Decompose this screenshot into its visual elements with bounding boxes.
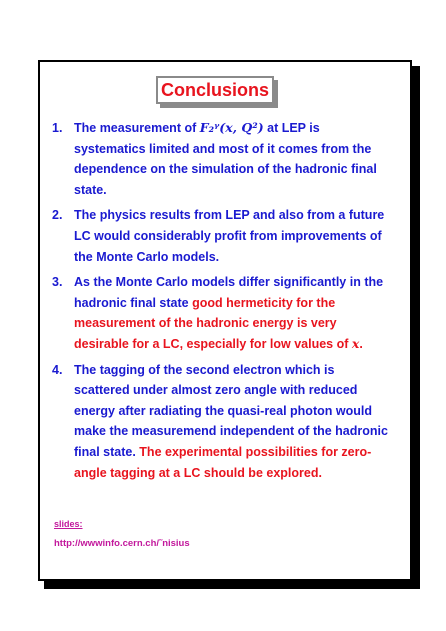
- list-item: [52, 118, 392, 200]
- item-text: The tagging of the second electron which is scattered under almost zero angle with reduced energy after radiating the quasi-real photon would make the measuremend independent of the hadronic final state.: [74, 362, 388, 459]
- title-box: [156, 76, 274, 104]
- list-item: [52, 360, 392, 484]
- item-number: 3.: [52, 275, 63, 290]
- item-number: 1.: [52, 121, 63, 135]
- item-end: .: [359, 336, 363, 351]
- slides-url-link[interactable]: http://wwwinfo.cern.ch/˜nisius: [54, 538, 190, 549]
- highlight-text: good hermeticity for the measurement of the hadronic energy is very desirable for a LC, especially for low values of: [74, 295, 352, 351]
- item-text: at LEP is systematics limited and most of it comes from the dependence on the simulation of the hadronic final state.: [74, 121, 377, 197]
- page-title: Conclusions: [156, 76, 274, 104]
- item-number: 4.: [52, 362, 63, 377]
- conclusions-list: [52, 118, 392, 488]
- variable-x: x: [351, 335, 360, 351]
- list-item: [52, 272, 392, 354]
- item-text: As the Monte Carlo models differ significantly in the hadronic final state: [74, 275, 384, 310]
- item-text: The measurement of: [74, 121, 200, 135]
- slides-label: slides:: [54, 519, 83, 529]
- item-number: 2.: [52, 208, 63, 223]
- list-item: [52, 205, 392, 267]
- item-text: The physics results from LEP and also from a future LC would considerably profit from improvements of the Monte Carlo models.: [74, 208, 385, 264]
- highlight-text: The experimental possibilities for zero-angle tagging at a LC should be explored.: [74, 444, 372, 480]
- structure-function-formula: F₂ᵞ(x, Q²): [199, 120, 264, 135]
